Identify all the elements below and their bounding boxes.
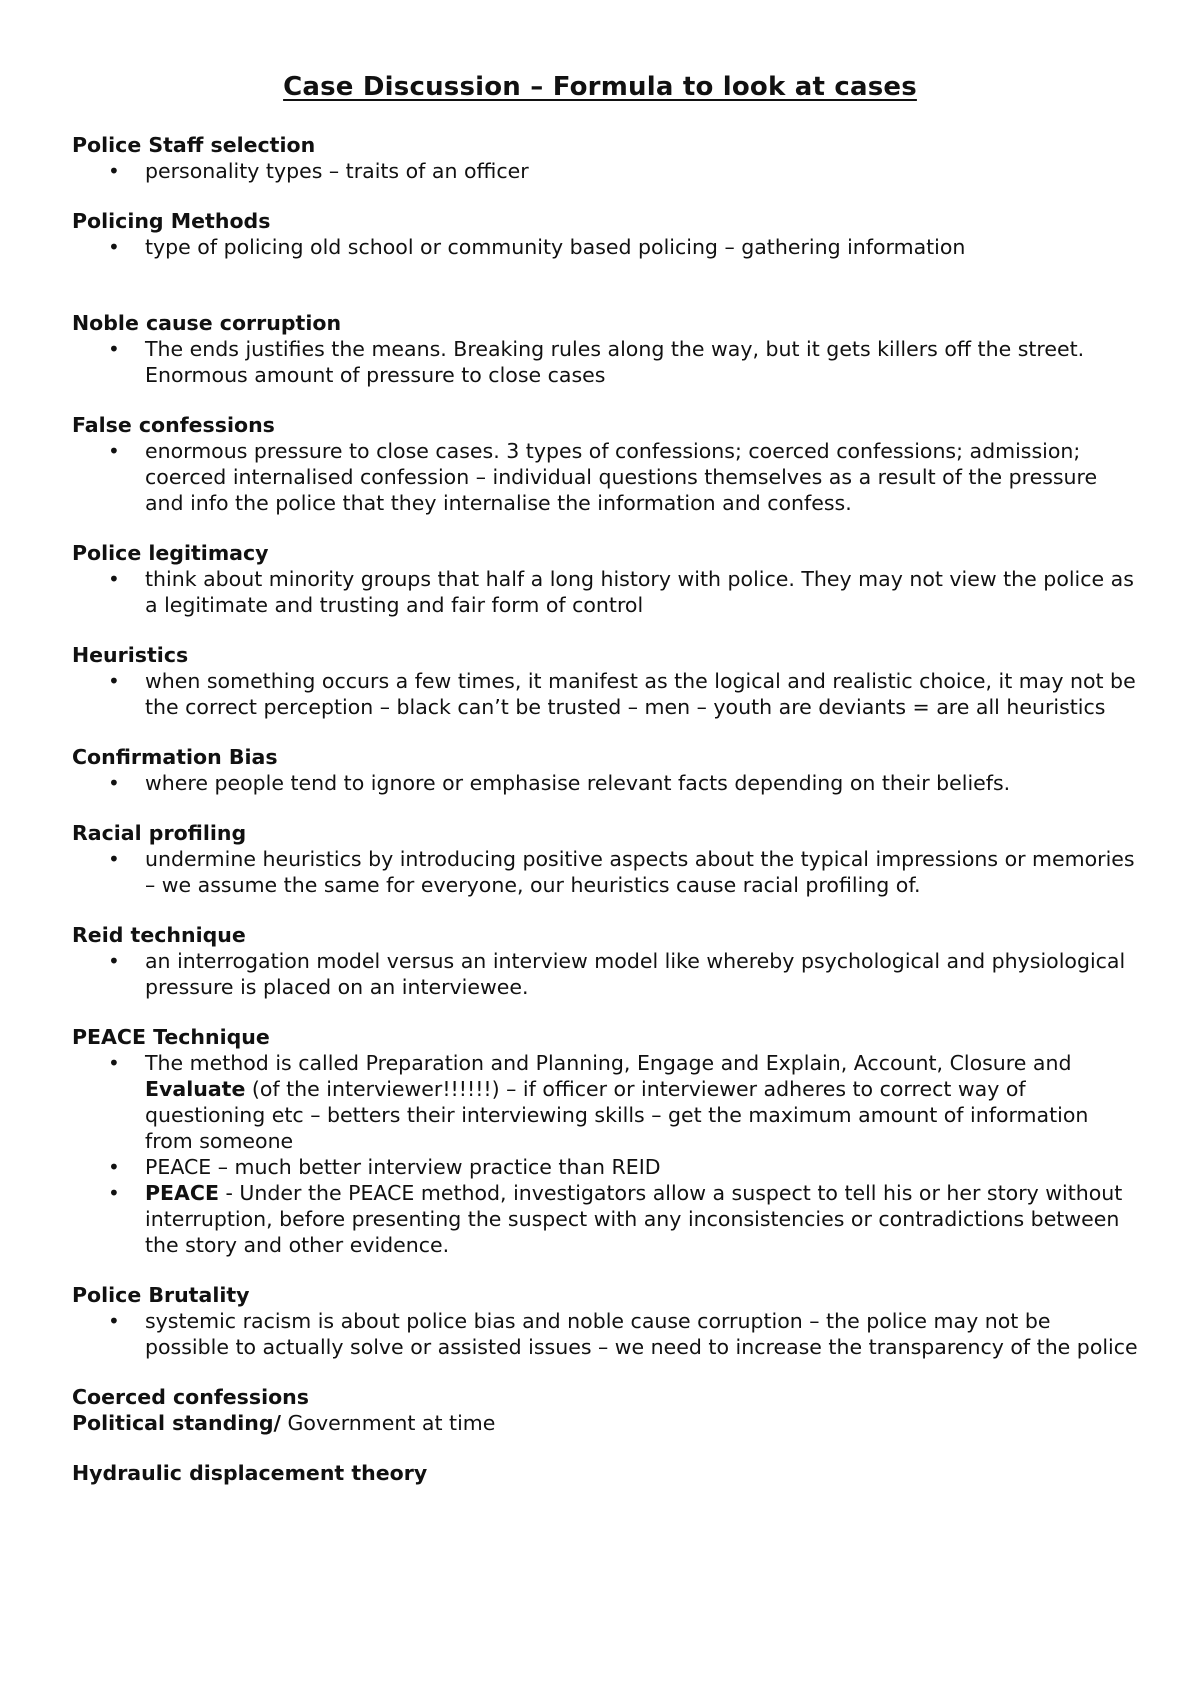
bullet-list (72, 668, 1140, 720)
bullet-icon: • (108, 949, 120, 973)
list-item-text (145, 1181, 1122, 1257)
bullet-icon: • (108, 1309, 120, 1333)
list-item (72, 1050, 1140, 1154)
list-item (72, 1154, 1140, 1180)
bullet-icon: • (108, 159, 120, 183)
list-item-text: personality types – traits of an officer (145, 159, 529, 183)
list-item-text: undermine heuristics by introducing positive aspects about the typical impressions or memories – we assume the same for everyone, our heuristics cause racial profiling of. (145, 847, 1135, 897)
text-run: - Under the PEACE method, investigators allow a suspect to tell his or her story without interruption, before presenting the suspect with any inconsistencies or contradictions between the story and other evidence. (145, 1181, 1123, 1257)
bullet-icon: • (108, 847, 120, 871)
bullet-list (72, 1308, 1140, 1360)
document-body (72, 132, 1140, 1510)
bold-text-run: Evaluate (145, 1077, 246, 1101)
list-item-text: think about minority groups that half a long history with police. They may not view the police as a legitimate and trusting and fair form of control (145, 567, 1134, 617)
section-heading: Hydraulic displacement theory (72, 1461, 428, 1485)
bullet-list (72, 158, 1140, 184)
bullet-list (72, 770, 1140, 796)
bullet-list (72, 1050, 1140, 1258)
section-noble-cause-corruption (72, 310, 1140, 388)
page-title: Case Discussion – Formula to look at cases (283, 72, 917, 102)
bullet-icon: • (108, 567, 120, 591)
bullet-icon: • (108, 1181, 120, 1205)
section-heading: PEACE Technique (72, 1025, 270, 1049)
list-item (72, 1308, 1140, 1360)
bullet-icon: • (108, 337, 120, 361)
section-heuristics (72, 642, 1140, 720)
section-confirmation-bias (72, 744, 1140, 796)
section-false-confessions (72, 412, 1140, 516)
section-police-legitimacy (72, 540, 1140, 618)
bullet-icon: • (108, 1051, 120, 1075)
bullet-icon: • (108, 235, 120, 259)
section-heading: Heuristics (72, 643, 189, 667)
section-heading: Police Staff selection (72, 133, 316, 157)
list-item (72, 158, 1140, 184)
section-peace-technique (72, 1024, 1140, 1258)
list-item (72, 1180, 1140, 1258)
list-item (72, 234, 1140, 260)
section-racial-profiling (72, 820, 1140, 898)
section-heading: Noble cause corruption (72, 311, 342, 335)
section-reid-technique (72, 922, 1140, 1000)
section-police-brutality (72, 1282, 1140, 1360)
section-coerced-confessions (72, 1384, 1140, 1410)
list-item (72, 770, 1140, 796)
bullet-list (72, 234, 1140, 260)
section-hydraulic-displacement-theory (72, 1460, 1140, 1486)
bullet-icon: • (108, 771, 120, 795)
list-item-text: PEACE – much better interview practice than REID (145, 1155, 661, 1179)
bullet-list (72, 846, 1140, 898)
section-political-standing (72, 1410, 1140, 1436)
list-item-text (145, 1051, 1088, 1153)
list-item-text: when something occurs a few times, it manifest as the logical and realistic choice, it may not be the correct perception – black can’t be trusted – men – youth are deviants = are all heuristics (145, 669, 1136, 719)
section-heading: Confirmation Bias (72, 745, 278, 769)
list-item (72, 336, 1140, 388)
section-police-staff-selection (72, 132, 1140, 184)
list-item (72, 566, 1140, 618)
bullet-list (72, 948, 1140, 1000)
section-heading: Coerced confessions (72, 1385, 309, 1409)
section-heading (72, 1410, 1140, 1436)
list-item (72, 948, 1140, 1000)
section-heading: False confessions (72, 413, 275, 437)
list-item-text: type of policing old school or community based policing – gathering information (145, 235, 966, 259)
list-item-text: an interrogation model versus an interview model like whereby psychological and physiological pressure is placed on an interviewee. (145, 949, 1126, 999)
section-heading: Reid technique (72, 923, 246, 947)
list-item-text: where people tend to ignore or emphasise relevant facts depending on their beliefs. (145, 771, 1011, 795)
section-policing-methods (72, 208, 1140, 260)
bullet-icon: • (108, 439, 120, 463)
bullet-list (72, 438, 1140, 516)
section-heading: Racial profiling (72, 821, 247, 845)
heading-bold-part: Political standing/ (72, 1411, 282, 1435)
list-item (72, 846, 1140, 898)
list-item (72, 668, 1140, 720)
bullet-icon: • (108, 669, 120, 693)
bullet-list (72, 336, 1140, 388)
heading-normal-part: Government at time (281, 1411, 496, 1435)
section-heading: Policing Methods (72, 209, 271, 233)
text-run: (of the interviewer!!!!!!) – if officer or interviewer adheres to correct way of questioning etc – betters their interviewing skills – get the maximum amount of information from someone (145, 1077, 1089, 1153)
list-item-text: systemic racism is about police bias and noble cause corruption – the police may not be possible to actually solve or assisted issues – we need to increase the transparency of the police (145, 1309, 1138, 1359)
list-item-text: The ends justifies the means. Breaking rules along the way, but it gets killers off the street. Enormous amount of pressure to close cases (145, 337, 1085, 387)
bullet-icon: • (108, 1155, 120, 1179)
bullet-list (72, 566, 1140, 618)
text-run: The method is called Preparation and Planning, Engage and Explain, Account, Closure and (145, 1051, 1072, 1075)
list-item (72, 438, 1140, 516)
bold-text-run: PEACE (145, 1181, 219, 1205)
list-item-text: enormous pressure to close cases. 3 types of confessions; coerced confessions; admission; coerced internalised confession – individual questions themselves as a result of the pressure and info the police that they internalise the information and confess. (145, 439, 1098, 515)
section-heading: Police Brutality (72, 1283, 250, 1307)
section-heading: Police legitimacy (72, 541, 269, 565)
